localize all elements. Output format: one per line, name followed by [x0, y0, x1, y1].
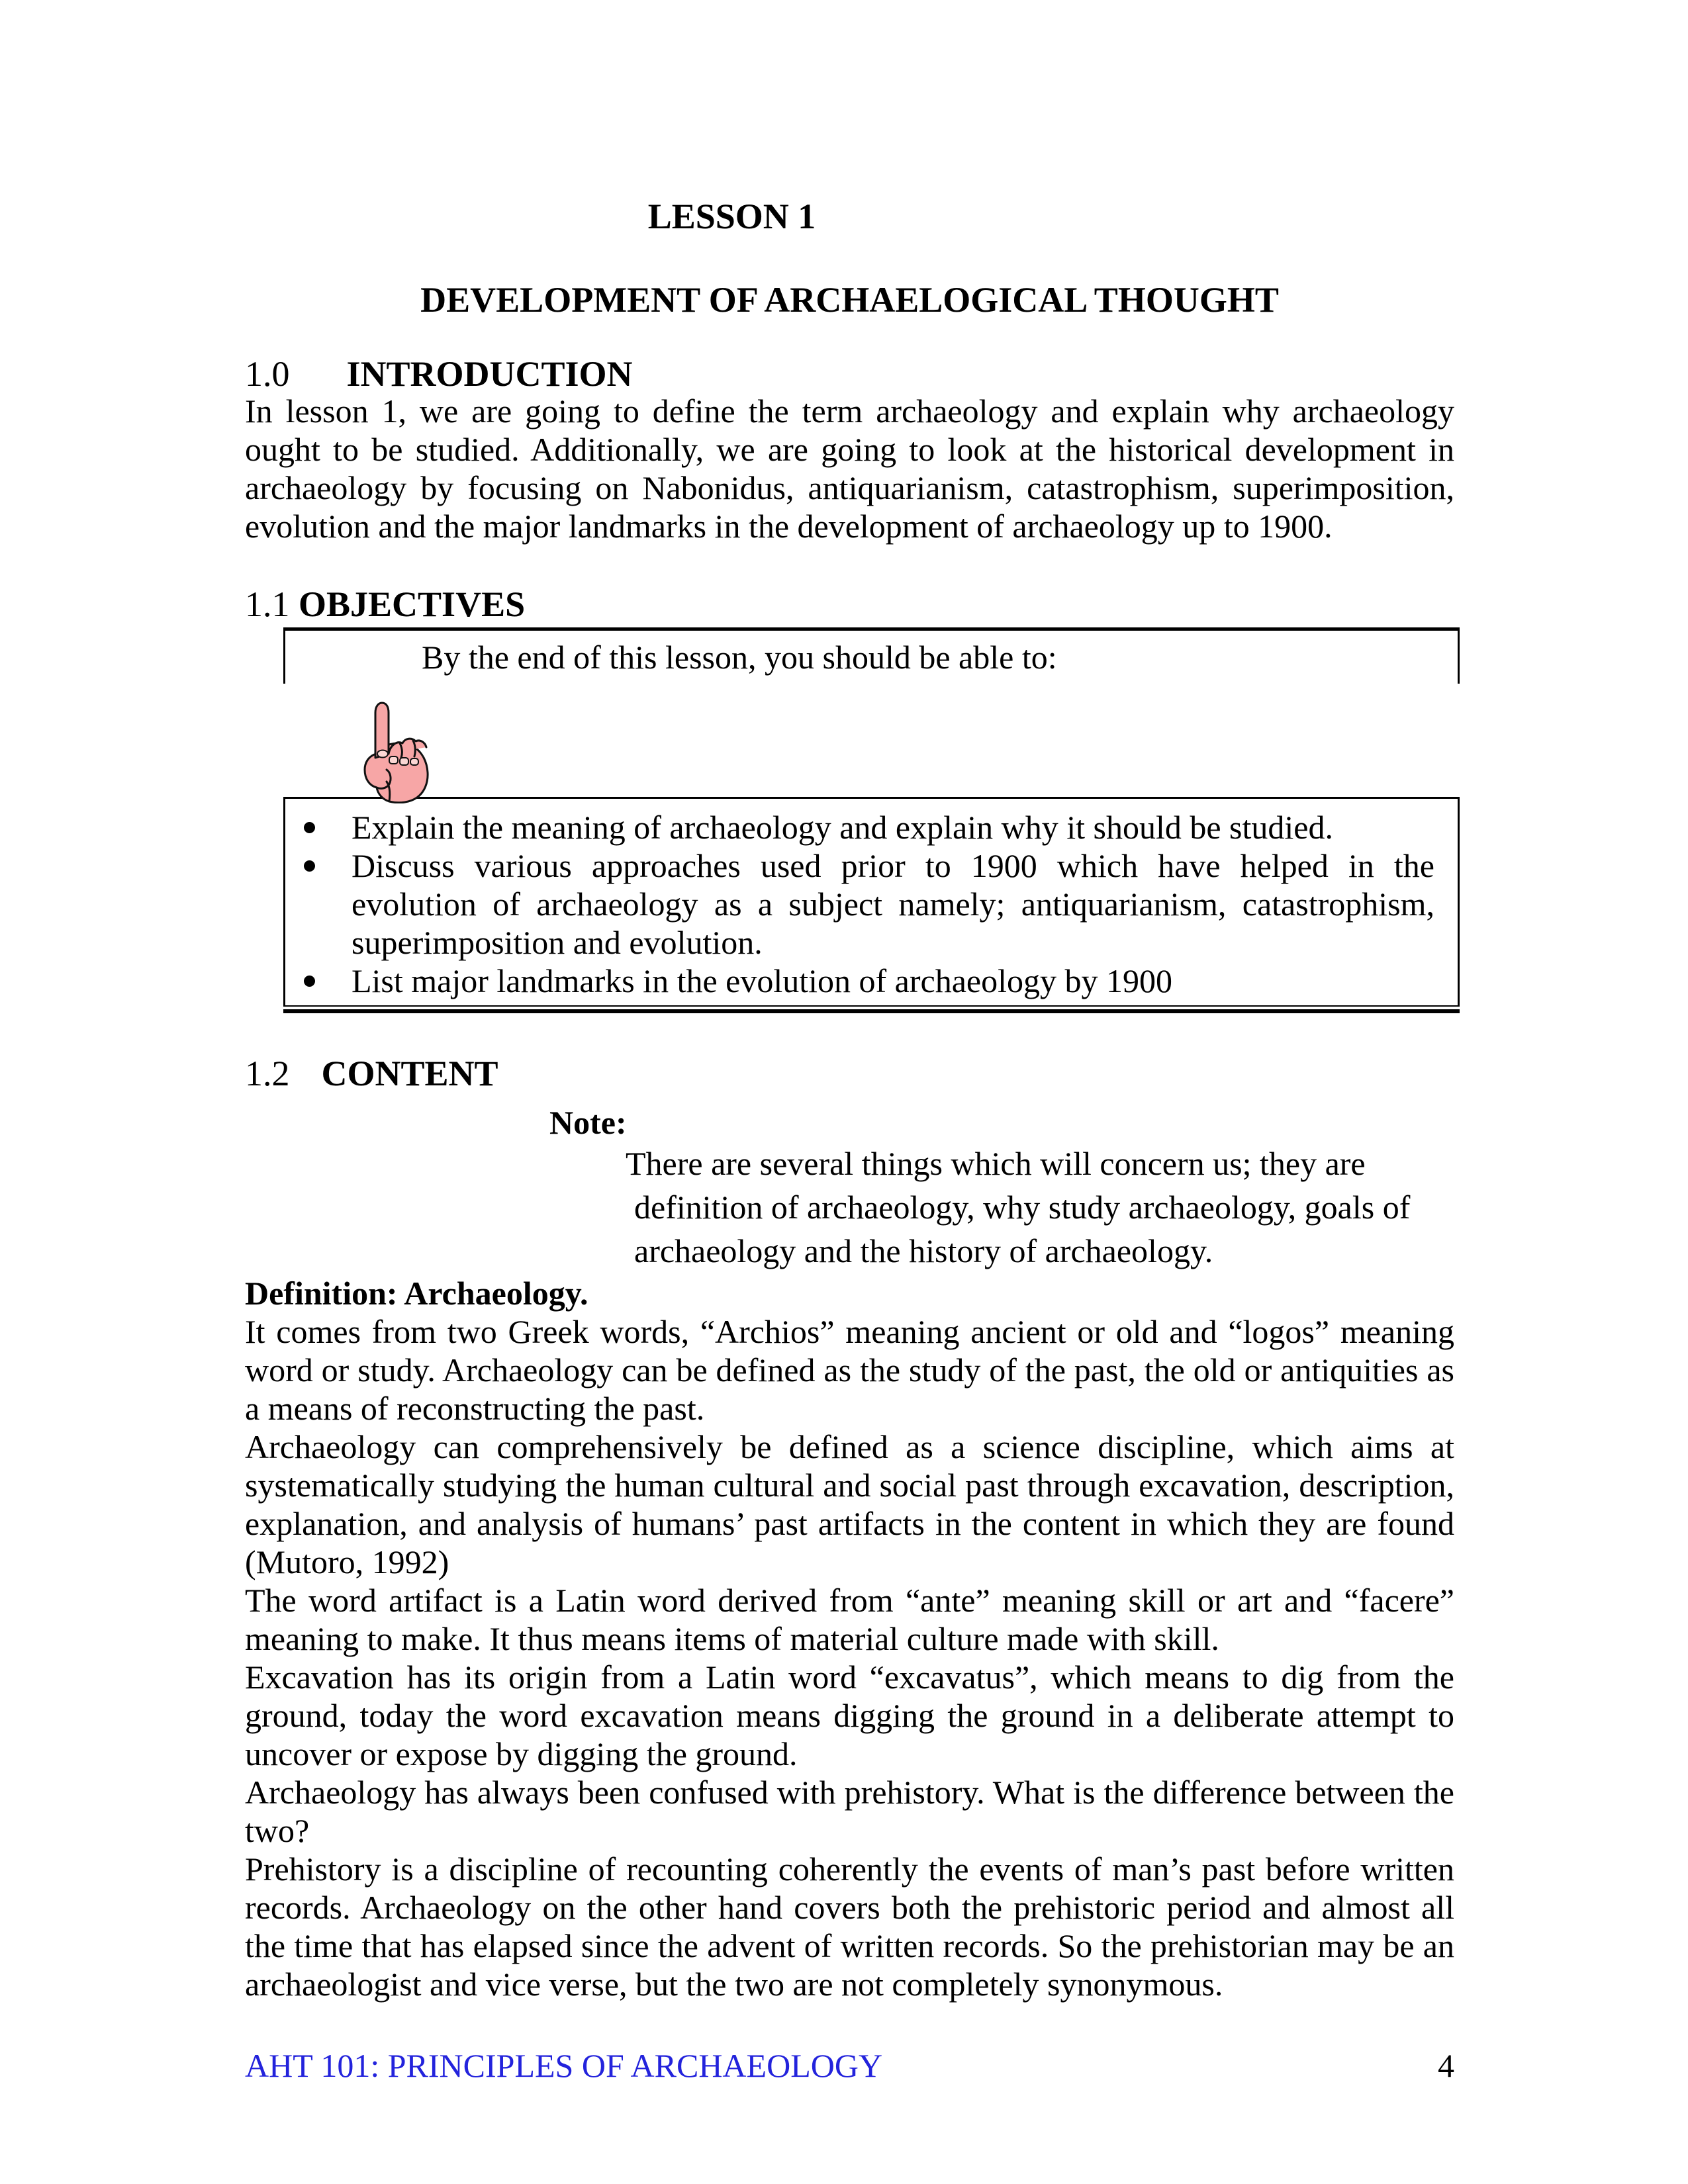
content-paragraph: Archaeology can comprehensively be defined as a science discipline, which aims at systematically studying the human cultural and social past through excavation, description, explanation, and analysis of humans’ past artifacts in the content in which they are found (Mutoro, 1992)	[245, 1428, 1454, 1580]
lesson-title: LESSON 1	[647, 197, 816, 236]
section-heading-label: CONTENT	[321, 1054, 498, 1093]
pointing-hand-icon	[356, 701, 436, 803]
content-paragraph: The word artifact is a Latin word derived from “ante” meaning skill or art and “facere” meaning to make. It thus means items of material culture made with skill.	[245, 1582, 1454, 1657]
footer-course-code: AHT 101: PRINCIPLES OF ARCHAEOLOGY	[245, 2047, 883, 2084]
content-paragraph: Prehistory is a discipline of recounting coherently the events of man’s past before written records. Archaeology on the other hand covers both the prehistoric period and almost all the time that has elapsed since the advent of written records. So the prehistorian may be an archaeologist and vice verse, but the two are not completely synonymous.	[245, 1850, 1454, 2003]
section-heading-label: INTRODUCTION	[346, 354, 633, 394]
definition-heading: Definition: Archaeology.	[245, 1275, 588, 1312]
footer-page-number: 4	[1438, 2047, 1454, 2084]
objective-item	[304, 846, 1434, 962]
section-heading-label: OBJECTIVES	[299, 584, 526, 624]
note-label: Note:	[549, 1104, 627, 1141]
section-number: 1.0	[245, 354, 290, 394]
document-title: DEVELOPMENT OF ARCHAELOGICAL THOUGHT	[420, 280, 1279, 320]
note-line: There are several things which will concern us; they are	[626, 1145, 1366, 1182]
objective-item	[304, 808, 1434, 846]
bullet-icon	[304, 976, 315, 987]
box-bottom-rule	[283, 1009, 1460, 1013]
section-heading-introduction	[245, 356, 1454, 392]
content-paragraph: It comes from two Greek words, “Archios” meaning ancient or old and “logos” meaning word or study. Archaeology can be defined as the study of the past, the old or antiquities as a means of reconstructing the past.	[245, 1313, 1454, 1427]
objective-text: Explain the meaning of archaeology and explain why it should be studied.	[352, 809, 1333, 846]
content-paragraph: Archaeology has always been confused with prehistory. What is the difference between the two?	[245, 1774, 1454, 1849]
page-footer	[245, 2048, 1454, 2084]
bullet-icon	[304, 860, 315, 872]
objective-text: Discuss various approaches used prior to 1900 which have helped in the evolution of archaeology as a subject namely; antiquarianism, catastrophism, superimposition and evolution.	[352, 847, 1434, 961]
section-number: 1.2	[245, 1054, 290, 1093]
objectives-lead-text: By the end of this lesson, you should be able to:	[422, 639, 1057, 676]
objective-text: List major landmarks in the evolution of archaeology by 1900	[352, 962, 1172, 999]
section-number: 1.1	[245, 584, 290, 624]
introduction-paragraph: In lesson 1, we are going to define the term archaeology and explain why archaeology ought to be studied. Additionally, we are going to look at the historical development in archaeology by focusing on Nabonidus, antiquarianism, catastrophism, superimposition, evolution and the major landmarks in the development of archaeology up to 1900.	[245, 392, 1454, 545]
section-heading-content	[245, 1056, 1454, 1091]
text-column	[245, 0, 1454, 2003]
objectives-lead-box	[283, 627, 1460, 684]
content-paragraph: Excavation has its origin from a Latin word “excavatus”, which means to dig from the ground, today the word excavation means digging the ground in a deliberate attempt to uncover or expose by digging the ground.	[245, 1659, 1454, 1772]
bullet-icon	[304, 822, 315, 833]
note-line: archaeology and the history of archaeology.	[634, 1232, 1213, 1269]
section-heading-objectives	[245, 586, 1454, 622]
note-line: definition of archaeology, why study archaeology, goals of	[634, 1189, 1411, 1226]
objective-item	[304, 962, 1434, 1000]
objectives-list-box	[283, 797, 1460, 1007]
